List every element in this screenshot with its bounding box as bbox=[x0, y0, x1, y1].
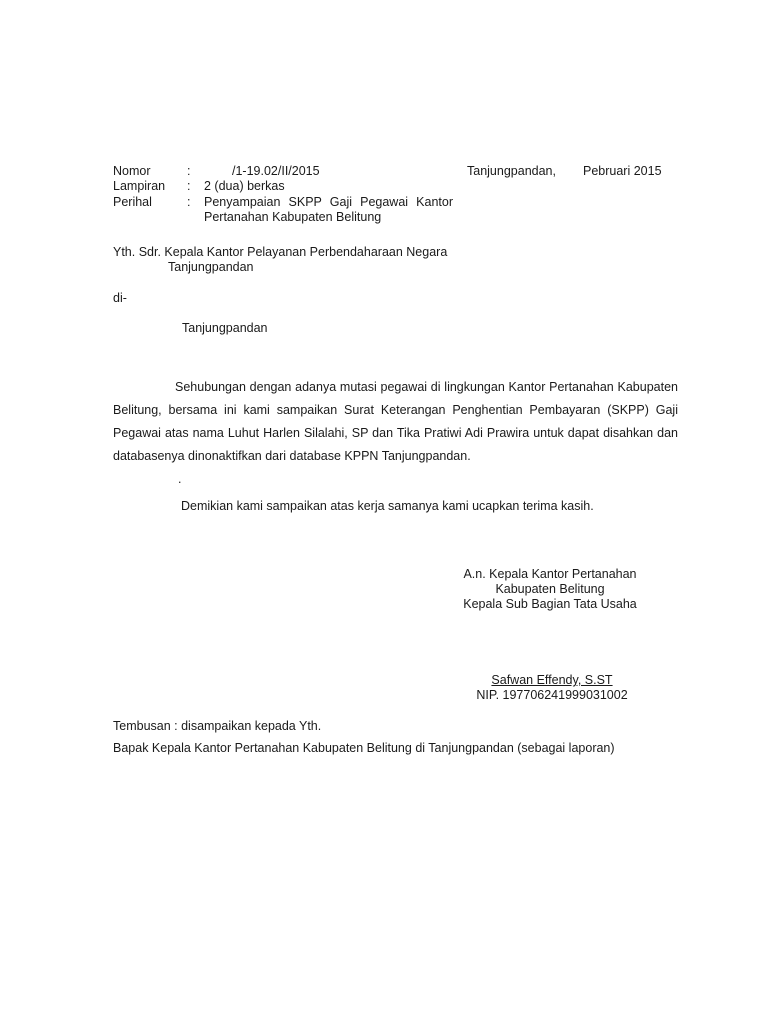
perihal-line-1: Penyampaian SKPP Gaji Pegawai Kantor bbox=[204, 195, 453, 209]
addressee-line-2: Tanjungpandan bbox=[168, 260, 254, 274]
letter-place: Tanjungpandan, bbox=[467, 164, 556, 178]
perihal-colon: : bbox=[187, 195, 191, 209]
tembusan-line-2: Bapak Kepala Kantor Pertanahan Kabupaten Belitung di Tanjungpandan (sebagai laporan) bbox=[113, 741, 615, 755]
nomor-label: Nomor bbox=[113, 164, 151, 178]
signature-line-1: A.n. Kepala Kantor Pertanahan bbox=[463, 567, 637, 581]
lampiran-label: Lampiran bbox=[113, 179, 166, 193]
body-paragraph-1 bbox=[113, 376, 678, 468]
tembusan-line-1: Tembusan : disampaikan kepada Yth. bbox=[113, 719, 322, 733]
body-paragraph-1-text: Sehubungan dengan adanya mutasi pegawai di lingkungan Kantor Pertanahan Kabupaten Belitung, bersama ini kami sampaikan Surat Keterangan Penghentian Pembayaran (SKPP) Gaji Pegawai atas nama Luhut Harlen Silalahi, SP dan Tika Pratiwi Adi Prawira untuk dapat disahkan dan databasenya dinonaktifkan dari database KPPN Tanjungpandan. bbox=[113, 380, 678, 463]
perihal-line-2: Pertanahan Kabupaten Belitung bbox=[204, 210, 382, 224]
body-paragraph-2: Demikian kami sampaikan atas kerja samanya kami ucapkan terima kasih. bbox=[181, 499, 594, 513]
signatory-block bbox=[442, 673, 662, 703]
signature-line-3: Kepala Sub Bagian Tata Usaha bbox=[463, 597, 637, 611]
lampiran-value: 2 (dua) berkas bbox=[204, 179, 285, 193]
perihal-label: Perihal bbox=[113, 195, 152, 209]
addressee-city: Tanjungpandan bbox=[182, 321, 268, 335]
addressee-line-1: Yth. Sdr. Kepala Kantor Pelayanan Perbendaharaan Negara bbox=[113, 245, 448, 259]
body-dot: . bbox=[178, 472, 182, 486]
signature-line-2: Kabupaten Belitung bbox=[495, 582, 605, 596]
nomor-value: /1-19.02/II/2015 bbox=[232, 164, 320, 178]
addressee-di: di- bbox=[113, 291, 127, 305]
signatory-name: Safwan Effendy, S.ST bbox=[491, 673, 613, 687]
nomor-colon: : bbox=[187, 164, 191, 178]
signature-block bbox=[440, 567, 660, 612]
letter-date: Pebruari 2015 bbox=[583, 164, 662, 178]
lampiran-colon: : bbox=[187, 179, 191, 193]
signatory-nip: NIP. 197706241999031002 bbox=[476, 688, 628, 702]
